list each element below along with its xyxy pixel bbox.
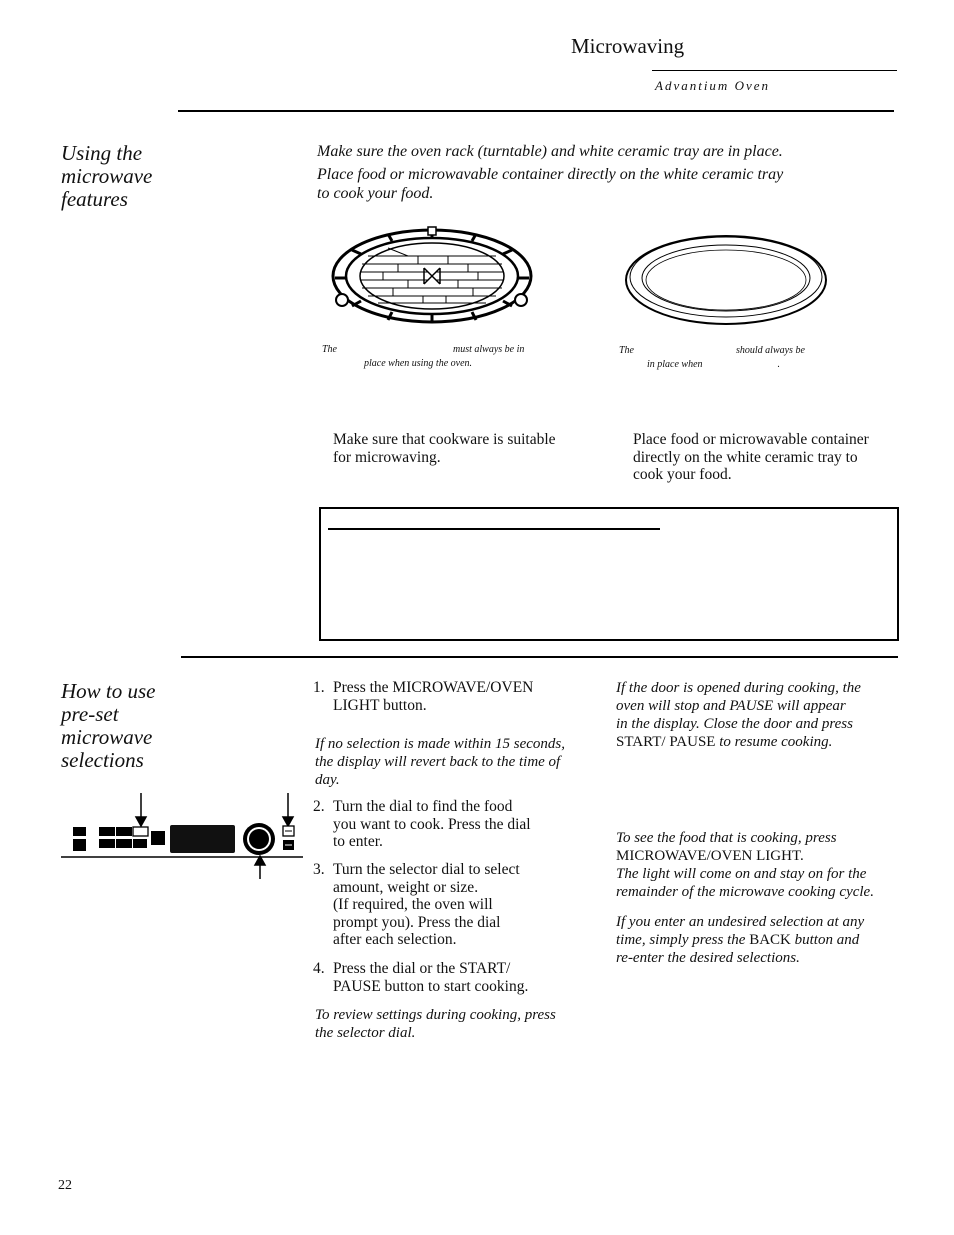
notice-box-rule xyxy=(328,528,660,530)
rack-caption: The must always be in place when using the oven. xyxy=(322,344,525,369)
step-4: 4. Press the dial or the START/ PAUSE button to start cooking. xyxy=(313,960,529,995)
oven-rack-illustration xyxy=(328,226,536,330)
step-3: 3. Turn the selector dial to select amount, weight or size. (If required, the oven will prompt you). Press the dial after each selection. xyxy=(313,861,520,948)
review-settings-note: To review settings during cooking, press the selector dial. xyxy=(315,1007,556,1041)
intro-text: Make sure the oven rack (turntable) and white ceramic tray are in place. Place food or microwavable container directly on the white ceramic tray to cook your food. xyxy=(317,143,784,202)
door-opened-note: If the door is opened during cooking, the oven will stop and PAUSE will appear in the display. Close the door and press START/ PAUSE to resume cooking. xyxy=(616,680,861,750)
cookware-note: Make sure that cookware is suitable for microwaving. xyxy=(333,431,556,466)
section-divider-2 xyxy=(181,656,898,658)
header-divider xyxy=(652,70,897,71)
section-heading-microwave-features: Using the microwave features xyxy=(61,141,153,211)
section-divider xyxy=(178,110,894,112)
oven-light-note: To see the food that is cooking, press MICROWAVE/OVEN LIGHT. The light will come on and stay on for the remainder of the microwave cooking cycle. xyxy=(616,830,874,900)
step-1: 1. Press the MICROWAVE/OVEN LIGHT button. xyxy=(313,679,534,714)
ceramic-tray-illustration xyxy=(624,232,828,326)
page-number: 22 xyxy=(58,1178,72,1193)
tray-note: Place food or microwavable container directly on the white ceramic tray to cook your food. xyxy=(633,431,869,483)
page-title: Microwaving xyxy=(571,34,685,58)
section-heading-preset-selections: How to use pre-set microwave selections xyxy=(61,679,156,772)
control-panel-illustration xyxy=(58,793,308,883)
step-2: 2. Turn the dial to find the food you want to cook. Press the dial to enter. xyxy=(313,798,531,850)
selection-timeout-note: If no selection is made within 15 seconds, the display will revert back to the time of day. xyxy=(315,736,565,788)
tray-caption: The should always be in place when . xyxy=(619,345,805,370)
back-button-note: If you enter an undesired selection at any time, simply press the BACK button and re-enter the desired selections. xyxy=(616,914,865,966)
page-subtitle: Advantium Oven xyxy=(655,78,771,93)
